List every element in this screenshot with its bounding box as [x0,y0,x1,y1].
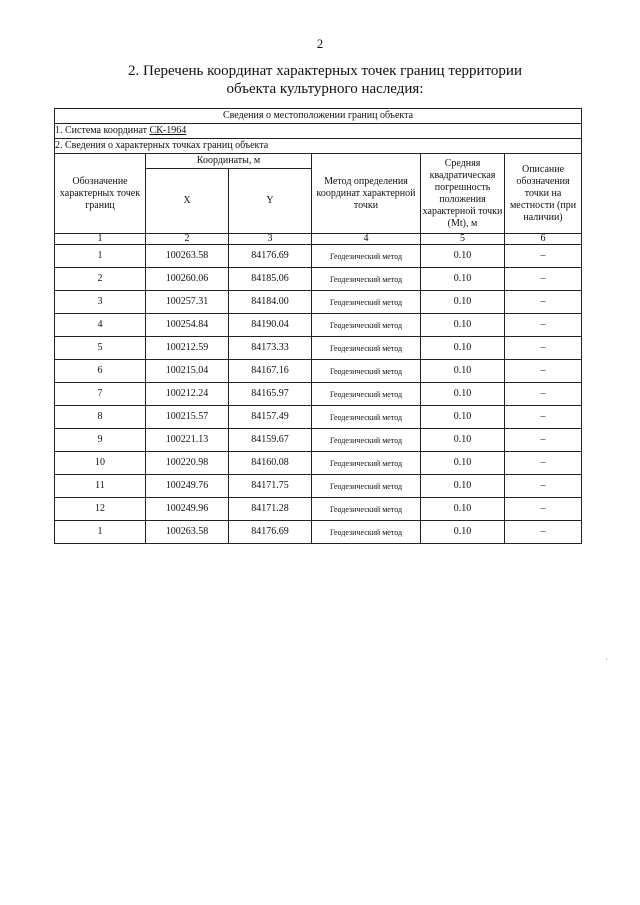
column-header-description: Описание обозначения точки на местности (при наличии) [505,154,582,234]
table-row [55,291,582,314]
scan-mark [606,658,607,660]
y-cell: 84171.28 [229,498,312,521]
error-cell: 0.10 [421,475,505,498]
page-number: 2 [316,36,324,51]
table-row [55,383,582,406]
y-cell: 84173.33 [229,337,312,360]
y-cell: 84176.69 [229,245,312,268]
column-header-y: Y [229,169,312,234]
y-cell: 84190.04 [229,314,312,337]
point-cell: 11 [55,475,146,498]
x-cell: 100221.13 [146,429,229,452]
error-cell: 0.10 [421,406,505,429]
points-section-header: 2. Сведения о характерных точках границ объекта [55,139,582,154]
method-cell: Геодезический метод [312,498,421,521]
document-title-line-2: объекта культурного наследия: [226,81,424,97]
point-cell: 2 [55,268,146,291]
coordinate-system-row [55,124,582,139]
table-header: Сведения о местоположении границ объекта [55,109,582,124]
x-cell: 100257.31 [146,291,229,314]
description-cell: – [505,521,582,544]
coordinates-table [54,108,582,544]
point-cell: 1 [55,245,146,268]
y-cell: 84184.00 [229,291,312,314]
table-row [55,475,582,498]
point-cell: 6 [55,360,146,383]
point-cell: 3 [55,291,146,314]
document-title-line-1: 2. Перечень координат характерных точек границ территории [128,63,522,79]
error-cell: 0.10 [421,521,505,544]
y-cell: 84176.69 [229,521,312,544]
column-number-2: 2 [146,234,229,245]
table-row [55,406,582,429]
error-cell: 0.10 [421,452,505,475]
method-cell: Геодезический метод [312,314,421,337]
error-cell: 0.10 [421,383,505,406]
point-cell: 1 [55,521,146,544]
x-cell: 100212.24 [146,383,229,406]
error-cell: 0.10 [421,337,505,360]
point-cell: 4 [55,314,146,337]
table-row [55,314,582,337]
method-cell: Геодезический метод [312,383,421,406]
x-cell: 100263.58 [146,245,229,268]
x-cell: 100212.59 [146,337,229,360]
coordinate-system-code: СК-1964 [149,125,187,136]
y-cell: 84157.49 [229,406,312,429]
x-cell: 100260.06 [146,268,229,291]
table-row [55,268,582,291]
table-row [55,498,582,521]
table-row [55,337,582,360]
coordinate-system-label: 1. Система координат [55,125,150,136]
error-cell: 0.10 [421,245,505,268]
column-header-method: Метод определения координат характерной точки [312,154,421,234]
error-cell: 0.10 [421,360,505,383]
point-cell: 10 [55,452,146,475]
method-cell: Геодезический метод [312,245,421,268]
description-cell: – [505,291,582,314]
method-cell: Геодезический метод [312,475,421,498]
error-cell: 0.10 [421,268,505,291]
point-cell: 7 [55,383,146,406]
x-cell: 100215.04 [146,360,229,383]
description-cell: – [505,245,582,268]
error-cell: 0.10 [421,314,505,337]
point-cell: 9 [55,429,146,452]
description-cell: – [505,337,582,360]
column-number-3: 3 [229,234,312,245]
description-cell: – [505,360,582,383]
table-body [55,245,582,544]
method-cell: Геодезический метод [312,452,421,475]
column-number-6: 6 [505,234,582,245]
description-cell: – [505,406,582,429]
description-cell: – [505,475,582,498]
y-cell: 84159.67 [229,429,312,452]
x-cell: 100220.98 [146,452,229,475]
table-row [55,245,582,268]
y-cell: 84160.08 [229,452,312,475]
description-cell: – [505,383,582,406]
error-cell: 0.10 [421,429,505,452]
column-header-x: X [146,169,229,234]
method-cell: Геодезический метод [312,291,421,314]
point-cell: 5 [55,337,146,360]
y-cell: 84171.75 [229,475,312,498]
point-cell: 8 [55,406,146,429]
table-row [55,521,582,544]
table-row [55,360,582,383]
column-number-5: 5 [421,234,505,245]
y-cell: 84165.97 [229,383,312,406]
method-cell: Геодезический метод [312,268,421,291]
x-cell: 100249.76 [146,475,229,498]
y-cell: 84167.16 [229,360,312,383]
y-cell: 84185.06 [229,268,312,291]
method-cell: Геодезический метод [312,521,421,544]
table-row [55,452,582,475]
column-number-4: 4 [312,234,421,245]
x-cell: 100215.57 [146,406,229,429]
method-cell: Геодезический метод [312,337,421,360]
x-cell: 100249.96 [146,498,229,521]
document-title [60,62,590,98]
column-header-error: Средняя квадратическая погрешность положения характерной точки (Mt), м [421,154,505,234]
x-cell: 100263.58 [146,521,229,544]
column-header-coordinates: Координаты, м [146,154,312,169]
column-header-designation: Обозначение характерных точек границ [55,154,146,234]
point-cell: 12 [55,498,146,521]
table-row [55,429,582,452]
description-cell: – [505,268,582,291]
x-cell: 100254.84 [146,314,229,337]
column-number-1: 1 [55,234,146,245]
error-cell: 0.10 [421,498,505,521]
description-cell: – [505,429,582,452]
method-cell: Геодезический метод [312,429,421,452]
description-cell: – [505,452,582,475]
method-cell: Геодезический метод [312,406,421,429]
error-cell: 0.10 [421,291,505,314]
method-cell: Геодезический метод [312,360,421,383]
description-cell: – [505,314,582,337]
description-cell: – [505,498,582,521]
